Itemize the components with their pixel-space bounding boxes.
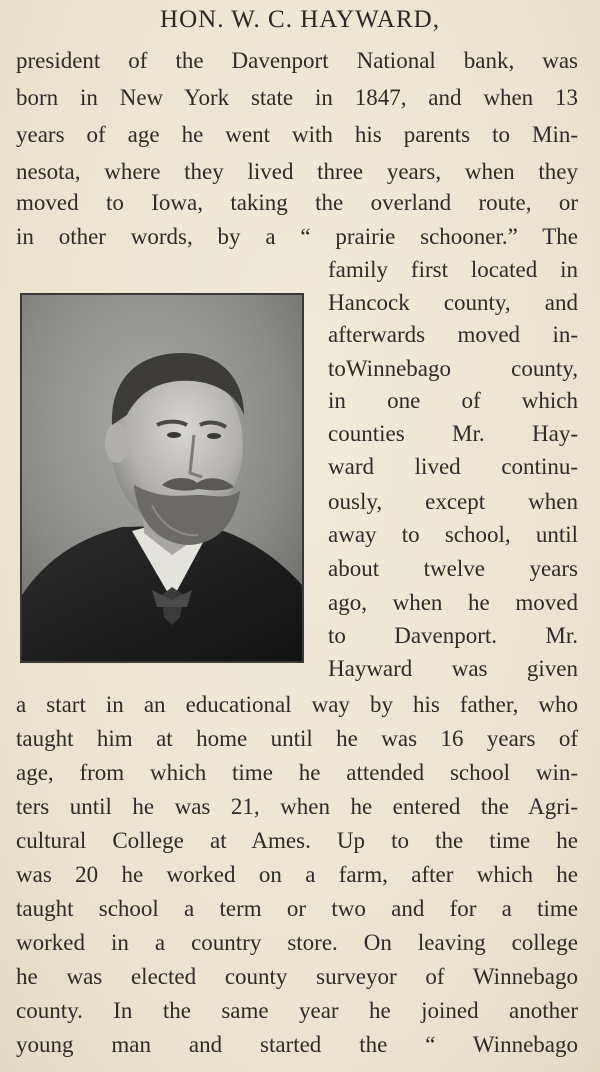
body-line: about twelve years (328, 556, 578, 581)
body-line: was 20 he worked on a farm, after which he (16, 862, 578, 887)
body-line: county. In the same year he joined another (16, 998, 578, 1023)
body-line: taught him at home until he was 16 years of (16, 726, 578, 751)
body-line: in other words, by a “ prairie schooner.” The (16, 224, 578, 249)
body-line: Hancock county, and (328, 290, 578, 315)
body-line: taught school a term or two and for a time (16, 896, 578, 921)
body-line: in one of which (328, 388, 578, 413)
body-line: worked in a country store. On leaving college (16, 930, 578, 955)
body-line: he was elected county surveyor of Winnebago (16, 964, 578, 989)
body-line: born in New York state in 1847, and when 13 (16, 85, 578, 110)
body-line: counties Mr. Hay- (328, 421, 578, 446)
body-line: cultural College at Ames. Up to the time he (16, 828, 578, 853)
body-line: ters until he was 21, when he entered the Agri- (16, 794, 578, 819)
body-line: Hayward was given (328, 656, 578, 681)
body-line: age, from which time he attended school win- (16, 760, 578, 785)
body-line: afterwards moved in- (328, 322, 578, 347)
body-line: ward lived continu- (328, 454, 578, 479)
body-line: toWinnebago county, (328, 356, 578, 381)
body-line: ously, except when (328, 489, 578, 514)
body-line: young man and started the “ Winnebago (16, 1032, 578, 1057)
body-line: president of the Davenport National bank, was (16, 48, 578, 73)
body-line: to Davenport. Mr. (328, 623, 578, 648)
article-title: HON. W. C. HAYWARD, (160, 6, 440, 33)
body-line: moved to Iowa, taking the overland route, or (16, 190, 578, 215)
portrait-photo (20, 293, 304, 663)
body-line: a start in an educational way by his father, who (16, 692, 578, 717)
body-line: away to school, until (328, 522, 578, 547)
portrait-image (22, 295, 302, 661)
body-line: nesota, where they lived three years, when they (16, 159, 578, 184)
body-line: years of age he went with his parents to Min- (16, 122, 578, 147)
body-line: family first located in (328, 257, 578, 282)
body-line: ago, when he moved (328, 590, 578, 615)
